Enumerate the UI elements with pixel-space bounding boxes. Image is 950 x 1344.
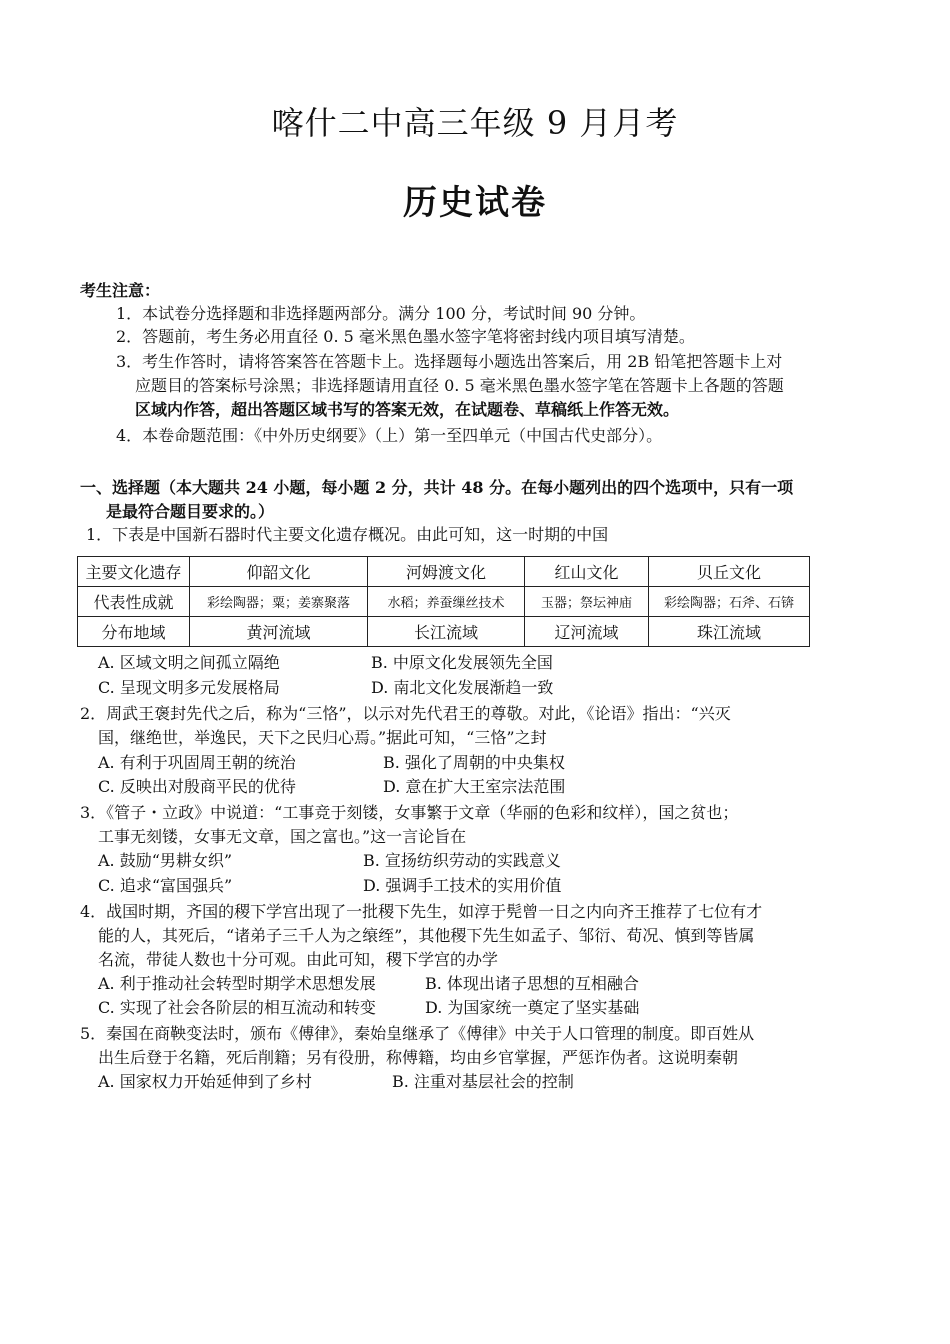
section-heading-continued: 是最符合题目要求的。） bbox=[106, 502, 275, 521]
table-cell: 主要文化遗存 bbox=[78, 557, 190, 587]
question-2-stem: 2．周武王褒封先代之后，称为“三恪”，以示对先代君王的尊敬。对此，《论语》指出：“兴灭 bbox=[80, 704, 731, 723]
table-cell: 珠江流域 bbox=[649, 617, 810, 647]
table-cell: 辽河流域 bbox=[525, 617, 649, 647]
option-b: B. 强化了周朝的中央集权 bbox=[383, 753, 565, 772]
table-row bbox=[78, 617, 810, 647]
table-cell: 分布地域 bbox=[78, 617, 190, 647]
notice-item: 2．答题前，考生务必用直径 0. 5 毫米黑色墨水签字笔将密封线内项目填写清楚。 bbox=[116, 327, 695, 346]
option-c: C. 实现了社会各阶层的相互流动和转变 bbox=[98, 998, 376, 1017]
question-3-stem-continued: 工事无刻镂，女事无文章，国之富也。”这一言论旨在 bbox=[98, 827, 467, 846]
option-d: D. 为国家统一奠定了坚实基础 bbox=[425, 998, 640, 1017]
option-b: B. 注重对基层社会的控制 bbox=[392, 1072, 574, 1091]
table-cell: 红山文化 bbox=[525, 557, 649, 587]
question-5-stem-continued: 出生后登于名籍，死后削籍；另有役册，称傅籍，均由乡官掌握，严惩诈伪者。这说明秦朝 bbox=[98, 1048, 739, 1067]
question-5-stem: 5．秦国在商鞅变法时，颁布《傅律》，秦始皇继承了《傅律》中关于人口管理的制度。即百姓从 bbox=[80, 1024, 755, 1043]
question-4-stem-continued: 能的人，其死后，“诸弟子三千人为之缞绖”，其他稷下先生如孟子、邹衍、荀况、慎到等皆属 bbox=[98, 926, 755, 945]
question-2-stem-continued: 国，继绝世，举逸民，天下之民归心焉。”据此可知，“三恪”之封 bbox=[98, 728, 547, 747]
table-row bbox=[78, 557, 810, 587]
notice-item: 3．考生作答时，请将答案答在答题卡上。选择题每小题选出答案后，用 2B 铅笔把答题卡上对 bbox=[116, 352, 783, 371]
school-title: 喀什二中高三年级 9 月月考 bbox=[271, 104, 679, 142]
question-1-stem: 1．下表是中国新石器时代主要文化遗存概况。由此可知，这一时期的中国 bbox=[86, 525, 609, 544]
question-4-stem-continued: 名流，带徒人数也十分可观。由此可知，稷下学宫的办学 bbox=[98, 950, 499, 969]
option-d: D. 强调手工技术的实用价值 bbox=[363, 876, 562, 895]
table-cell: 仰韶文化 bbox=[190, 557, 368, 587]
table-cell: 水稻；养蚕缫丝技术 bbox=[368, 587, 525, 617]
option-b: B. 中原文化发展领先全国 bbox=[371, 653, 553, 672]
table-cell: 代表性成就 bbox=[78, 587, 190, 617]
option-a: A. 国家权力开始延伸到了乡村 bbox=[98, 1072, 312, 1091]
subject-title: 历史试卷 bbox=[403, 183, 547, 223]
option-a: A. 利于推动社会转型时期学术思想发展 bbox=[98, 974, 376, 993]
table-cell: 河姆渡文化 bbox=[368, 557, 525, 587]
notice-heading: 考生注意： bbox=[80, 281, 161, 300]
option-c: C. 反映出对殷商平民的优待 bbox=[98, 777, 296, 796]
option-c: C. 呈现文明多元发展格局 bbox=[98, 678, 280, 697]
culture-table bbox=[77, 556, 810, 647]
table-row bbox=[78, 587, 810, 617]
option-b: B. 宣扬纺织劳动的实践意义 bbox=[363, 851, 561, 870]
question-3-stem: 3．《管子・立政》中说道：“工事竞于刻镂，女事繁于文章（华丽的色彩和纹样），国之贫也； bbox=[80, 803, 739, 822]
option-a: A. 鼓励“男耕女织” bbox=[98, 851, 233, 870]
question-4-stem: 4．战国时期，齐国的稷下学宫出现了一批稷下先生，如淳于髡曾一日之内向齐王推荐了七位有才 bbox=[80, 902, 763, 921]
notice-item-continued: 应题目的答案标号涂黑；非选择题请用直径 0. 5 毫米黑色墨水签字笔在答题卡上各题的答题 bbox=[135, 376, 784, 395]
option-d: D. 意在扩大王室宗法范围 bbox=[383, 777, 566, 796]
notice-item-continued: 区域内作答，超出答题区域书写的答案无效，在试题卷、草稿纸上作答无效。 bbox=[135, 400, 680, 419]
notice-item: 4．本卷命题范围：《中外历史纲要》（上）第一至四单元（中国古代史部分）。 bbox=[116, 426, 663, 445]
table-cell: 彩绘陶器；石斧、石锛 bbox=[649, 587, 810, 617]
option-d: D. 南北文化发展渐趋一致 bbox=[371, 678, 554, 697]
option-a: A. 有利于巩固周王朝的统治 bbox=[98, 753, 296, 772]
option-a: A. 区域文明之间孤立隔绝 bbox=[98, 653, 280, 672]
section-heading: 一、选择题（本大题共 24 小题，每小题 2 分，共计 48 分。在每小题列出的四个选项中，只有一项 bbox=[80, 478, 794, 497]
option-c: C. 追求“富国强兵” bbox=[98, 876, 233, 895]
table-cell: 黄河流域 bbox=[190, 617, 368, 647]
table-cell: 贝丘文化 bbox=[649, 557, 810, 587]
table-cell: 长江流域 bbox=[368, 617, 525, 647]
option-b: B. 体现出诸子思想的互相融合 bbox=[425, 974, 639, 993]
table-cell: 玉器；祭坛神庙 bbox=[525, 587, 649, 617]
table-cell: 彩绘陶器；粟；姜寨聚落 bbox=[190, 587, 368, 617]
notice-item: 1．本试卷分选择题和非选择题两部分。满分 100 分，考试时间 90 分钟。 bbox=[116, 304, 646, 323]
